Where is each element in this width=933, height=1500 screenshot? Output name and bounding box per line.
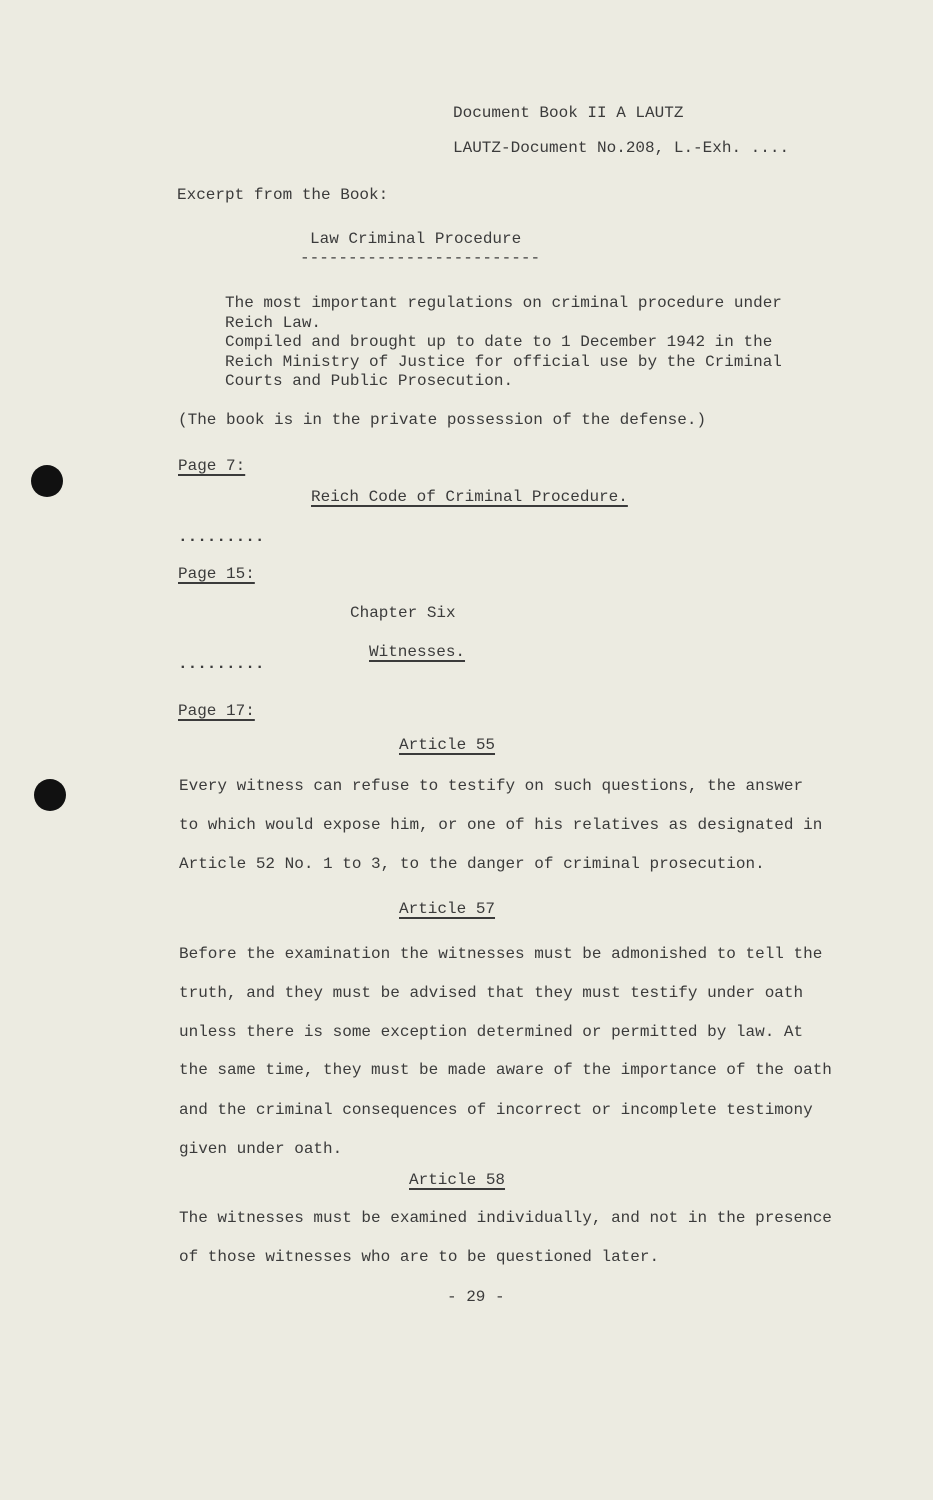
ellipsis: ......... <box>178 655 265 673</box>
description-line: Courts and Public Prosecution. <box>225 372 514 390</box>
article-58-line: of those witnesses who are to be questioned later. <box>179 1248 660 1266</box>
ellipsis: ......... <box>178 528 265 546</box>
article-58-title: Article 58 <box>409 1171 506 1189</box>
article-57-line: given under oath. <box>179 1140 343 1158</box>
page-number: - 29 - <box>447 1288 505 1306</box>
document-number: LAUTZ-Document No.208, L.-Exh. .... <box>453 139 790 157</box>
page-7-heading: Page 7: <box>178 457 246 475</box>
punch-hole <box>31 465 63 497</box>
article-57-title: Article 57 <box>399 900 496 918</box>
article-55-line: Article 52 No. 1 to 3, to the danger of criminal prosecution. <box>179 855 765 873</box>
article-57-line: unless there is some exception determined or permitted by law. At <box>179 1023 804 1041</box>
page-17-heading: Page 17: <box>178 702 255 720</box>
description-line: Reich Law. <box>225 314 322 332</box>
description-line: The most important regulations on criminal procedure under <box>225 294 782 312</box>
book-title: Law Criminal Procedure <box>310 230 522 248</box>
code-title: Reich Code of Criminal Procedure. <box>311 488 628 506</box>
article-55-line: to which would expose him, or one of his relatives as designated in <box>179 816 823 834</box>
article-57-line: truth, and they must be advised that they must testify under oath <box>179 984 804 1002</box>
article-57-line: and the criminal consequences of incorrect or incomplete testimony <box>179 1101 813 1119</box>
chapter-heading: Chapter Six <box>350 604 456 622</box>
article-58-line: The witnesses must be examined individually, and not in the presence <box>179 1209 832 1227</box>
article-55-title: Article 55 <box>399 736 496 754</box>
intro-text: Excerpt from the Book: <box>177 186 389 204</box>
article-57-line: the same time, they must be made aware of the importance of the oath <box>179 1061 832 1079</box>
possession-note: (The book is in the private possession of the defense.) <box>178 411 707 429</box>
article-57-line: Before the examination the witnesses must be admonished to tell the <box>179 945 823 963</box>
page-15-heading: Page 15: <box>178 565 255 583</box>
punch-hole <box>34 779 66 811</box>
document-book-label: Document Book II A LAUTZ <box>453 104 684 122</box>
article-55-line: Every witness can refuse to testify on such questions, the answer <box>179 777 804 795</box>
description-line: Compiled and brought up to date to 1 December 1942 in the <box>225 333 773 351</box>
book-title-rule: ------------------------- <box>300 249 541 267</box>
description-line: Reich Ministry of Justice for official use by the Criminal <box>225 353 782 371</box>
witnesses-heading: Witnesses. <box>369 643 466 661</box>
